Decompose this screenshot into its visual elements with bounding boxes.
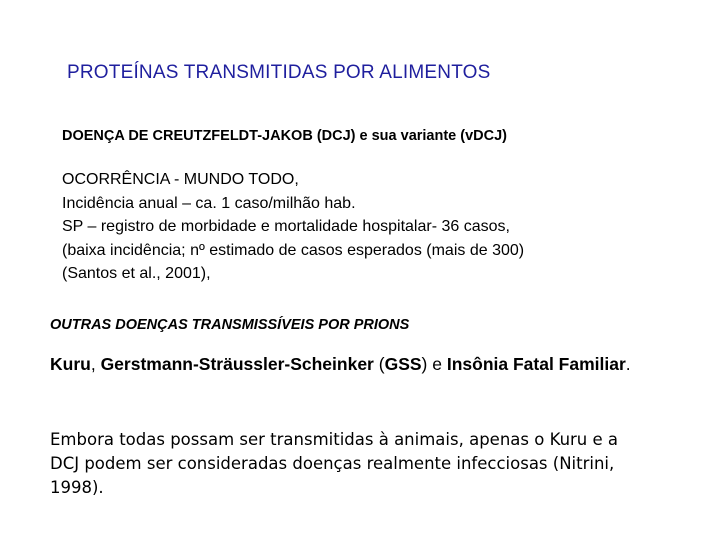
occurrence-line: Incidência anual – ca. 1 caso/milhão hab. [62, 194, 356, 212]
prion-diseases-heading: OUTRAS DOENÇAS TRANSMISSÍVEIS POR PRIONS [50, 317, 410, 333]
disease-gss: Gerstmann-Sträussler-Scheinker [100, 354, 374, 374]
disease-fatal-familial-insomnia: Insônia Fatal Familiar [446, 354, 626, 374]
cjd-subtitle: DOENÇA DE CREUTZFELDT-JAKOB (DCJ) e sua variante (vDCJ) [62, 128, 507, 144]
transmission-paragraph [50, 428, 690, 500]
prion-diseases-list [50, 353, 690, 377]
separator: , [90, 354, 101, 374]
disease-kuru: Kuru [50, 354, 91, 374]
occurrence-block [62, 168, 524, 286]
disease-gss-abbr: GSS [384, 354, 422, 374]
occurrence-line: OCORRÊNCIA - MUNDO TODO, [62, 171, 299, 188]
occurrence-line: (baixa incidência; nº estimado de casos esperados (mais de 300) [62, 241, 525, 259]
separator: . [625, 354, 631, 374]
paragraph-line: 1998). [50, 478, 104, 497]
paragraph-line: DCJ podem ser consideradas doenças realmente infecciosas (Nitrini, [50, 454, 615, 473]
separator: ( [373, 354, 385, 374]
occurrence-line: SP – registro de morbidade e mortalidade hospitalar- 36 casos, [62, 218, 510, 235]
paragraph-line: Embora todas possam ser transmitidas à animais, apenas o Kuru e a [50, 430, 619, 449]
occurrence-line: (Santos et al., 2001), [62, 265, 211, 282]
slide-title: PROTEÍNAS TRANSMITIDAS POR ALIMENTOS [67, 62, 491, 83]
separator: ) e [421, 354, 447, 374]
